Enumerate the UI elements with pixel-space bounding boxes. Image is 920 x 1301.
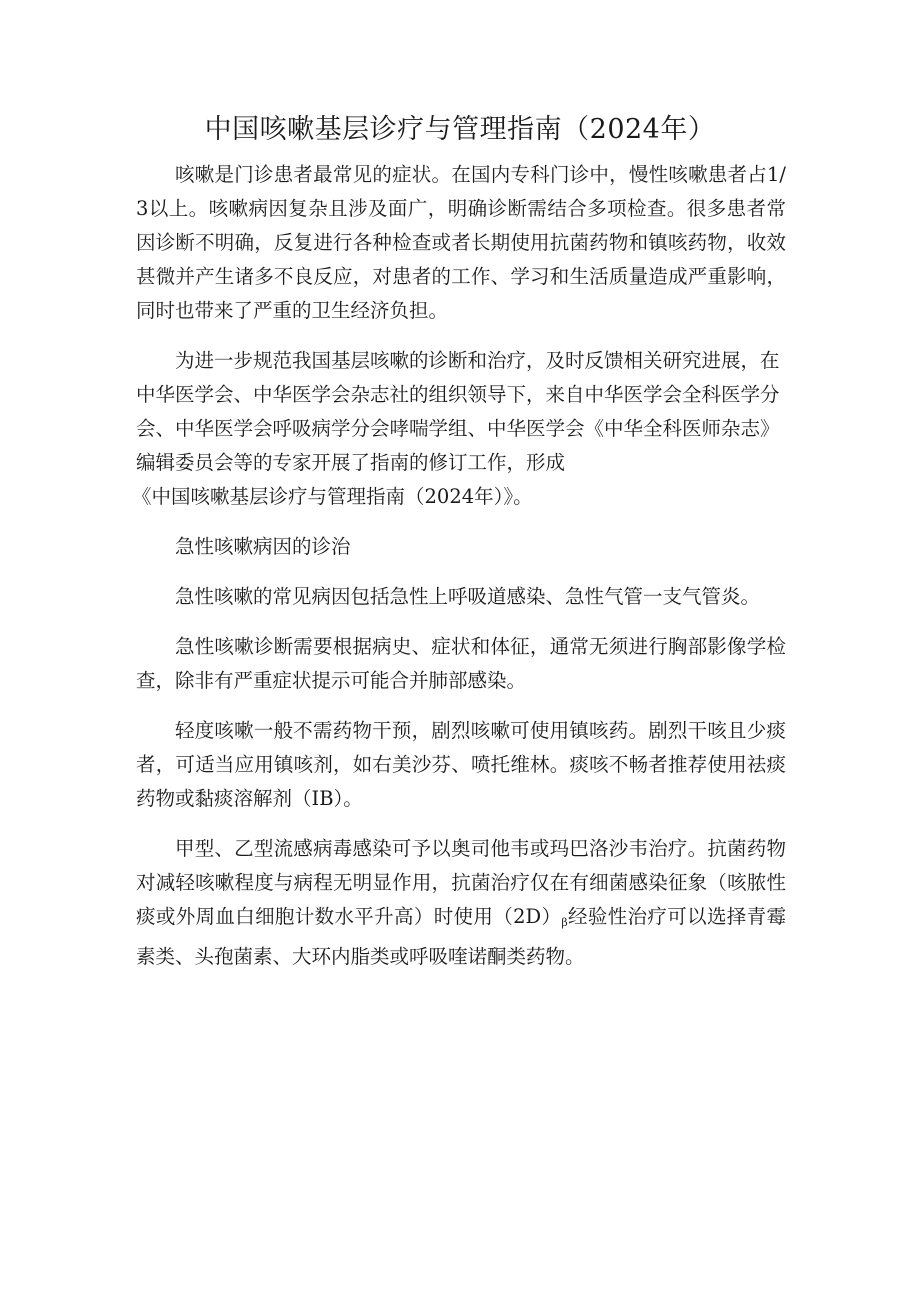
acute-diagnosis-paragraph: 急性咳嗽诊断需要根据病史、症状和体征，通常无须进行胸部影像学检查，除非有严重症状提示可能合并肺部感染。 — [136, 635, 786, 692]
background-paragraph — [132, 344, 786, 514]
antiviral-text-part2: 经验性治疗可以选择青霉素类、头孢菌素、大环内脂类或呼吸喹诺酮类药物。 — [136, 905, 786, 968]
paragraph-gap — [136, 564, 786, 580]
antiviral-text-part1: 甲型、乙型流感病毒感染可予以奥司他韦或玛巴洛沙韦治疗。抗菌药物对减轻咳嗽程度与病程无明显作用，抗菌治疗仅在有细菌感染征象（咳脓性痰或外周血白细胞计数水平升高）时使用（2D） — [136, 837, 786, 928]
paragraph-gap — [136, 816, 786, 832]
document-body — [132, 158, 786, 974]
paragraph-gap — [136, 698, 786, 714]
paragraph-gap — [136, 328, 786, 344]
paragraph-gap — [136, 614, 786, 630]
document-title: 中国咳嗽基层诊疗与管理指南（2024年） — [204, 114, 716, 145]
intro-paragraph: 咳嗽是门诊患者最常见的症状。在国内专科门诊中，慢性咳嗽患者占1/3以上。咳嗽病因复杂且涉及面广，明确诊断需结合多项检查。很多患者常因诊断不明确，反复进行各种检查或者长期使用抗菌药物和镇咳药物，收效甚微并产生诸多不良反应，对患者的工作、学习和生活质量造成严重影响，同时也带来了严重的卫生经济负担。 — [136, 163, 786, 322]
acute-causes-paragraph: 急性咳嗽的常见病因包括急性上呼吸道感染、急性气管一支气管炎。 — [175, 585, 761, 608]
antiviral-mark: β — [561, 916, 568, 929]
guideline-name: 《中国咳嗽基层诊疗与管理指南（2024年）》。 — [132, 485, 533, 508]
background-text: 为进一步规范我国基层咳嗽的诊断和治疗，及时反馈相关研究进展，在中华医学会、中华医学会杂志社的组织领导下，来自中华医学会全科医学分会、中华医学会呼吸病学分会哮喘学组、中华医学会《中华全科医师杂志》编辑委员会等的专家开展了指南的修订工作，形成 — [136, 349, 780, 474]
mild-treatment-paragraph: 轻度咳嗽一般不需药物干预，剧烈咳嗽可使用镇咳药。剧烈干咳且少痰者，可适当应用镇咳剂，如右美沙芬、喷托维林。痰咳不畅者推荐使用祛痰药物或黏痰溶解剂（IB）。 — [136, 719, 786, 810]
antiviral-paragraph — [136, 832, 786, 974]
section-heading: 急性咳嗽病因的诊治 — [175, 535, 351, 558]
paragraph-gap — [136, 514, 786, 530]
